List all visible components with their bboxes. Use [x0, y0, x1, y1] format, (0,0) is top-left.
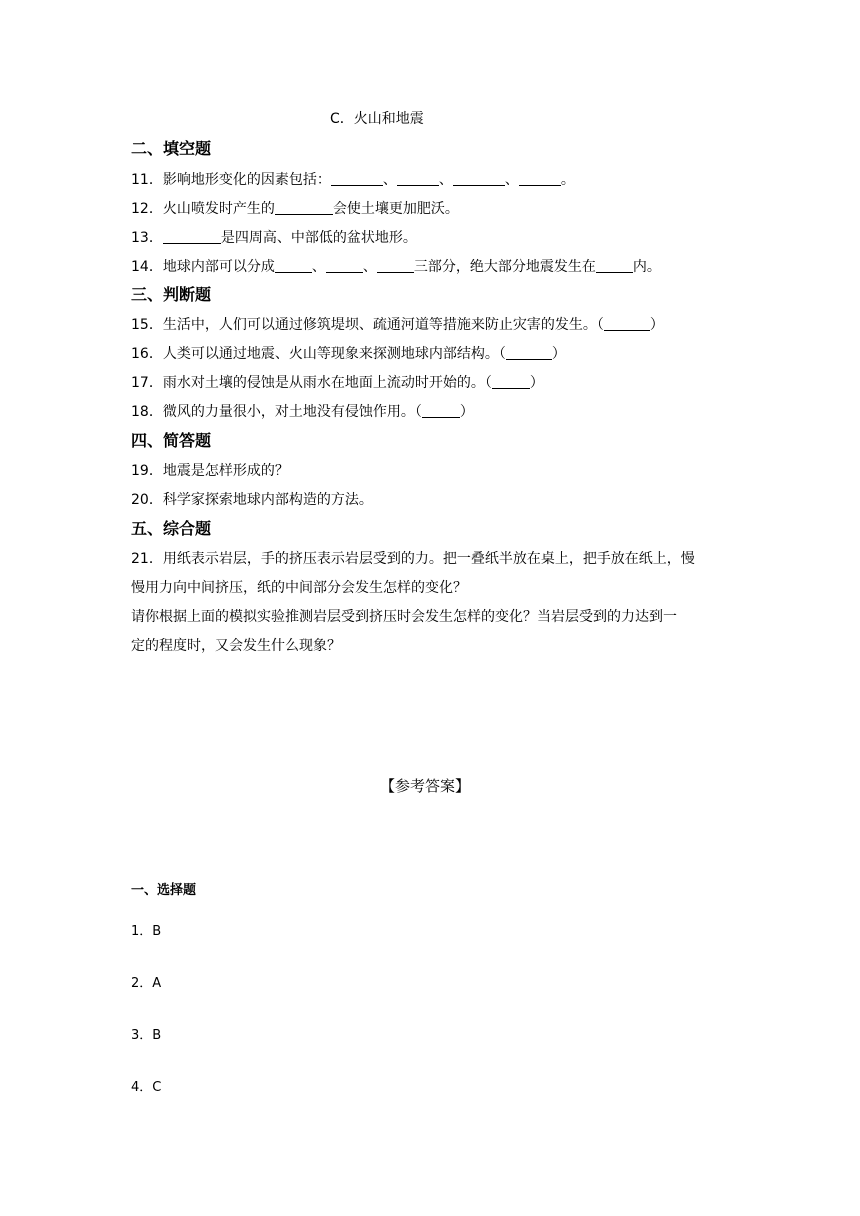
section-fill-in-blank-heading: 二、填空题 [131, 139, 212, 158]
section-true-false-heading: 三、判断题 [131, 285, 212, 304]
question-12-text: 12．火山喷发时产生的 [131, 201, 275, 217]
separator: 、 [382, 172, 397, 188]
separator: 、 [438, 172, 453, 188]
question-18-close: ） [459, 404, 474, 420]
question-15 [131, 315, 664, 335]
section-comprehensive-heading: 五、综合题 [131, 519, 212, 538]
question-17-close: ） [529, 375, 544, 391]
question-16 [131, 344, 566, 364]
answer-item: 3．B [131, 1028, 162, 1043]
answer-key-title: 【参考答案】 [380, 777, 471, 795]
question-14-text-mid: 三部分，绝大部分地震发生在 [413, 259, 596, 275]
answer-blank [275, 200, 333, 215]
question-14-text-end: 内。 [632, 259, 661, 275]
separator: 、 [362, 259, 377, 275]
question-21-line-3: 请你根据上面的模拟实验推测岩层受到挤压时会发生怎样的变化？当岩层受到的力达到一 [131, 609, 677, 625]
question-17 [131, 373, 544, 393]
answer-blank [326, 258, 363, 273]
question-20: 20．科学家探索地球内部构造的方法。 [131, 492, 373, 508]
question-14-text: 14．地球内部可以分成 [131, 259, 275, 275]
answer-blank [519, 171, 561, 186]
question-21-line-1: 21．用纸表示岩层，手的挤压表示岩层受到的力。把一叠纸半放在桌上，把手放在纸上，慢 [131, 551, 695, 567]
question-12 [131, 199, 459, 219]
answer-blank [604, 316, 650, 331]
option-c: C．火山和地震 [330, 111, 424, 127]
question-11 [131, 170, 575, 190]
question-13-text: 是四周高、中部低的盆状地形。 [220, 230, 417, 246]
answer-item: 2．A [131, 976, 162, 991]
question-18-text: 18．微风的力量很小，对土地没有侵蚀作用。（ [131, 404, 422, 420]
question-21-line-4: 定的程度时，又会发生什么现象？ [131, 638, 341, 654]
answer-item: 1．B [131, 924, 162, 939]
section-short-answer-heading: 四、简答题 [131, 431, 212, 450]
question-16-close: ） [551, 346, 566, 362]
separator: 、 [311, 259, 326, 275]
question-14 [131, 257, 661, 277]
question-17-text: 17．雨水对土壤的侵蚀是从雨水在地面上流动时开始的。（ [131, 375, 492, 391]
answer-blank [377, 258, 414, 273]
answer-blank [506, 345, 552, 360]
answer-blank [397, 171, 439, 186]
answer-blank [453, 171, 505, 186]
answer-blank [492, 374, 530, 389]
question-21-line-2: 慢用力向中间挤压，纸的中间部分会发生怎样的变化？ [131, 580, 467, 596]
answer-blank [331, 171, 383, 186]
answer-blank [422, 403, 460, 418]
question-11-end: 。 [560, 172, 575, 188]
answer-blank [163, 229, 221, 244]
question-13 [131, 228, 417, 248]
question-16-text: 16．人类可以通过地震、火山等现象来探测地球内部结构。（ [131, 346, 506, 362]
answer-item: 4．C [131, 1080, 162, 1095]
question-15-text: 15．生活中，人们可以通过修筑堤坝、疏通河道等措施来防止灾害的发生。（ [131, 317, 604, 333]
answer-blank [596, 258, 633, 273]
question-18 [131, 402, 474, 422]
question-12-text-end: 会使土壤更加肥沃。 [332, 201, 459, 217]
question-15-close: ） [649, 317, 664, 333]
question-19: 19．地震是怎样形成的？ [131, 463, 289, 479]
separator: 、 [504, 172, 519, 188]
answer-section-multiple-choice: 一、选择题 [131, 883, 197, 898]
question-13-number: 13． [131, 230, 163, 246]
answer-blank [275, 258, 312, 273]
question-11-text: 11．影响地形变化的因素包括： [131, 172, 331, 188]
